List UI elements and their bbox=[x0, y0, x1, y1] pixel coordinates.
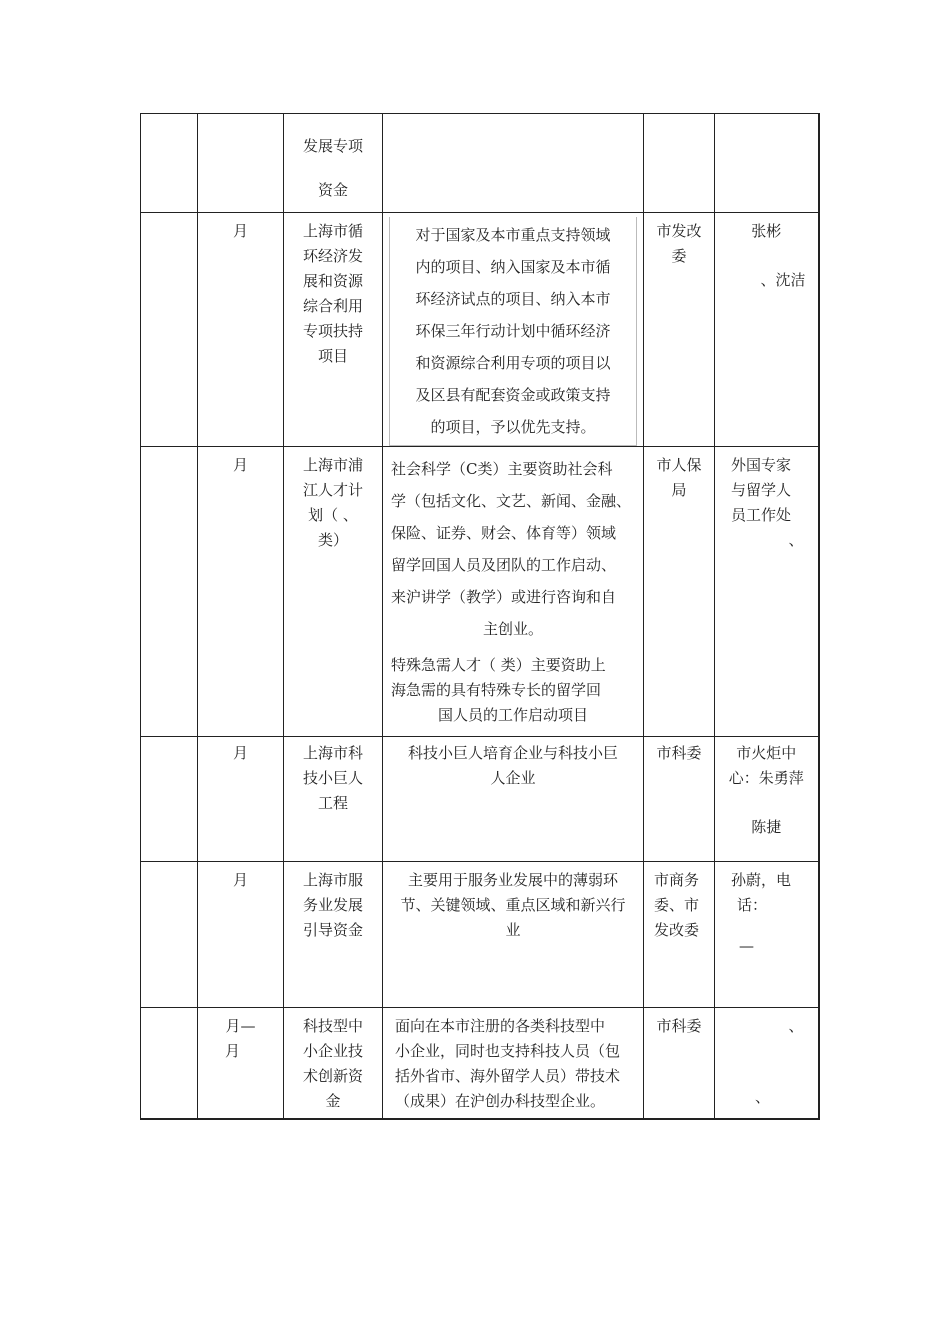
contact-cell bbox=[715, 737, 819, 862]
description-line: 及区县有配套资金或政策支持 bbox=[415, 386, 611, 404]
project-name-line: 展和资源 bbox=[302, 272, 363, 290]
index-cell bbox=[141, 114, 198, 213]
department-text: 市科委 bbox=[656, 744, 702, 762]
description-line: 面向在本市注册的各类科技型中 bbox=[395, 1017, 606, 1035]
description-box bbox=[389, 217, 637, 446]
contact-cell bbox=[715, 213, 819, 447]
contact-line: 与留学人 bbox=[731, 481, 792, 499]
project-name-line: 术创新资 bbox=[302, 1067, 363, 1085]
department-cell bbox=[644, 737, 715, 862]
month-cell bbox=[198, 737, 284, 862]
contact-line: 、 bbox=[788, 531, 804, 549]
description-cell bbox=[383, 447, 644, 737]
description-line: 学（包括文化、文艺、新闻、金融、 bbox=[391, 492, 632, 510]
department-cell: 市商务 委、市 发改委 bbox=[644, 862, 715, 1008]
month-text: 月 bbox=[232, 222, 248, 240]
project-name-cell bbox=[284, 737, 383, 862]
description-line: 的项目，予以优先支持。 bbox=[430, 418, 596, 436]
project-name-line: 发展专项 bbox=[302, 137, 363, 155]
description-cell bbox=[383, 862, 644, 1008]
index-cell bbox=[141, 447, 198, 737]
description-line: 国人员的工作启动项目 bbox=[437, 706, 588, 724]
project-name-cell bbox=[284, 862, 383, 1008]
description-line: 主创业。 bbox=[482, 620, 543, 638]
description-line: 内的项目、纳入国家及本市循 bbox=[415, 258, 611, 276]
description-line: 括外省市、海外留学人员）带技术 bbox=[395, 1067, 621, 1085]
project-name-line: 专项扶持 bbox=[302, 322, 363, 340]
contact-line: 张彬 bbox=[751, 222, 782, 240]
contact-cell bbox=[715, 114, 819, 213]
index-cell bbox=[141, 737, 198, 862]
description-line: 业 bbox=[505, 921, 521, 939]
contact-cell bbox=[715, 1008, 819, 1119]
description-line: 主要用于服务业发展中的薄弱环 bbox=[407, 871, 618, 889]
project-name-line: 务业发展 bbox=[302, 896, 363, 914]
description-line: 社会科学（C类）主要资助社会科 bbox=[391, 460, 613, 478]
table-row bbox=[141, 1008, 819, 1119]
project-name-line: 上海市循 bbox=[302, 222, 363, 240]
table-row bbox=[141, 213, 819, 447]
project-name-line: 上海市科 bbox=[302, 744, 363, 762]
project-name-line: 金 bbox=[325, 1092, 341, 1110]
contact-line: 员工作处 bbox=[731, 506, 792, 524]
project-name-line: 项目 bbox=[317, 347, 348, 365]
contact-line: 孙蔚，电 bbox=[731, 871, 792, 889]
table-row bbox=[141, 862, 819, 1008]
department-cell: 市人保 局 bbox=[644, 447, 715, 737]
table-row bbox=[141, 447, 819, 737]
department-cell bbox=[644, 1008, 715, 1119]
project-name-line: 工程 bbox=[317, 794, 348, 812]
month-text: 月 bbox=[232, 871, 248, 889]
description-cell bbox=[383, 114, 644, 213]
month-text: 月 bbox=[232, 456, 248, 474]
contact-line: 心：朱勇萍 bbox=[728, 769, 804, 787]
contact-line: 市火炬中 bbox=[736, 744, 797, 762]
description-line: 对于国家及本市重点支持领域 bbox=[415, 226, 611, 244]
project-name-line: 资金 bbox=[317, 181, 348, 199]
project-name-line: 技小巨人 bbox=[302, 769, 363, 787]
project-name-line: 江人才计 bbox=[302, 481, 363, 499]
description-cell bbox=[383, 737, 644, 862]
index-cell bbox=[141, 213, 198, 447]
description-line: 和资源综合利用专项的项目以 bbox=[415, 354, 611, 372]
description-line: （成果）在沪创办科技型企业。 bbox=[395, 1092, 606, 1110]
contact-line: 、沈洁 bbox=[760, 271, 806, 289]
project-name-line: 科技型中 bbox=[302, 1017, 363, 1035]
department-cell: 市发改 委 bbox=[644, 213, 715, 447]
index-cell bbox=[141, 862, 198, 1008]
month-cell: 月— 月 bbox=[198, 1008, 284, 1119]
project-name-line: 划（ 、 bbox=[308, 506, 358, 524]
description-line: 保险、证券、财会、体育等）领域 bbox=[391, 524, 617, 542]
description-line: 来沪讲学（教学）或进行咨询和自 bbox=[391, 588, 617, 606]
table-row bbox=[141, 114, 819, 213]
description-line: 人企业 bbox=[490, 769, 536, 787]
contact-cell bbox=[715, 862, 819, 1008]
month-cell bbox=[198, 114, 284, 213]
project-name-line: 上海市浦 bbox=[302, 456, 363, 474]
contact-cell bbox=[715, 447, 819, 737]
description-line: 科技小巨人培育企业与科技小巨 bbox=[407, 744, 618, 762]
contact-line: — bbox=[739, 937, 754, 955]
contact-line: 外国专家 bbox=[731, 456, 792, 474]
description-cell bbox=[383, 1008, 644, 1119]
project-name-cell bbox=[284, 114, 383, 213]
description-line: 环保三年行动计划中循环经济 bbox=[415, 322, 611, 340]
project-name-cell bbox=[284, 213, 383, 447]
contact-line: 陈捷 bbox=[751, 818, 782, 836]
department-cell bbox=[644, 114, 715, 213]
contact-line: 、 bbox=[788, 1017, 804, 1035]
project-name-cell bbox=[284, 447, 383, 737]
project-name-line: 小企业技 bbox=[302, 1042, 363, 1060]
description-line: 特殊急需人才（ 类）主要资助上 bbox=[391, 656, 606, 674]
month-cell bbox=[198, 447, 284, 737]
project-name-cell bbox=[284, 1008, 383, 1119]
description-line: 小企业，同时也支持科技人员（包 bbox=[395, 1042, 621, 1060]
index-cell bbox=[141, 1008, 198, 1119]
description-cell bbox=[383, 213, 644, 447]
project-name-line: 综合利用 bbox=[302, 297, 363, 315]
table-row bbox=[141, 737, 819, 862]
description-line: 环经济试点的项目、纳入本市 bbox=[415, 290, 611, 308]
project-name-line: 类） bbox=[317, 531, 348, 549]
description-line: 留学回国人员及团队的工作启动、 bbox=[391, 556, 617, 574]
project-name-line: 上海市服 bbox=[302, 871, 363, 889]
project-name-line: 引导资金 bbox=[302, 921, 363, 939]
month-cell bbox=[198, 862, 284, 1008]
month-cell bbox=[198, 213, 284, 447]
contact-line: 话： bbox=[737, 896, 768, 914]
department-text: 市科委 bbox=[656, 1017, 702, 1035]
contact-line: 、 bbox=[755, 1088, 771, 1106]
project-name-line: 环经济发 bbox=[302, 247, 363, 265]
description-line: 节、关键领域、重点区域和新兴行 bbox=[400, 896, 626, 914]
funding-table bbox=[140, 113, 820, 1120]
month-text: 月 bbox=[232, 744, 248, 762]
description-line: 海急需的具有特殊专长的留学回 bbox=[391, 681, 602, 699]
